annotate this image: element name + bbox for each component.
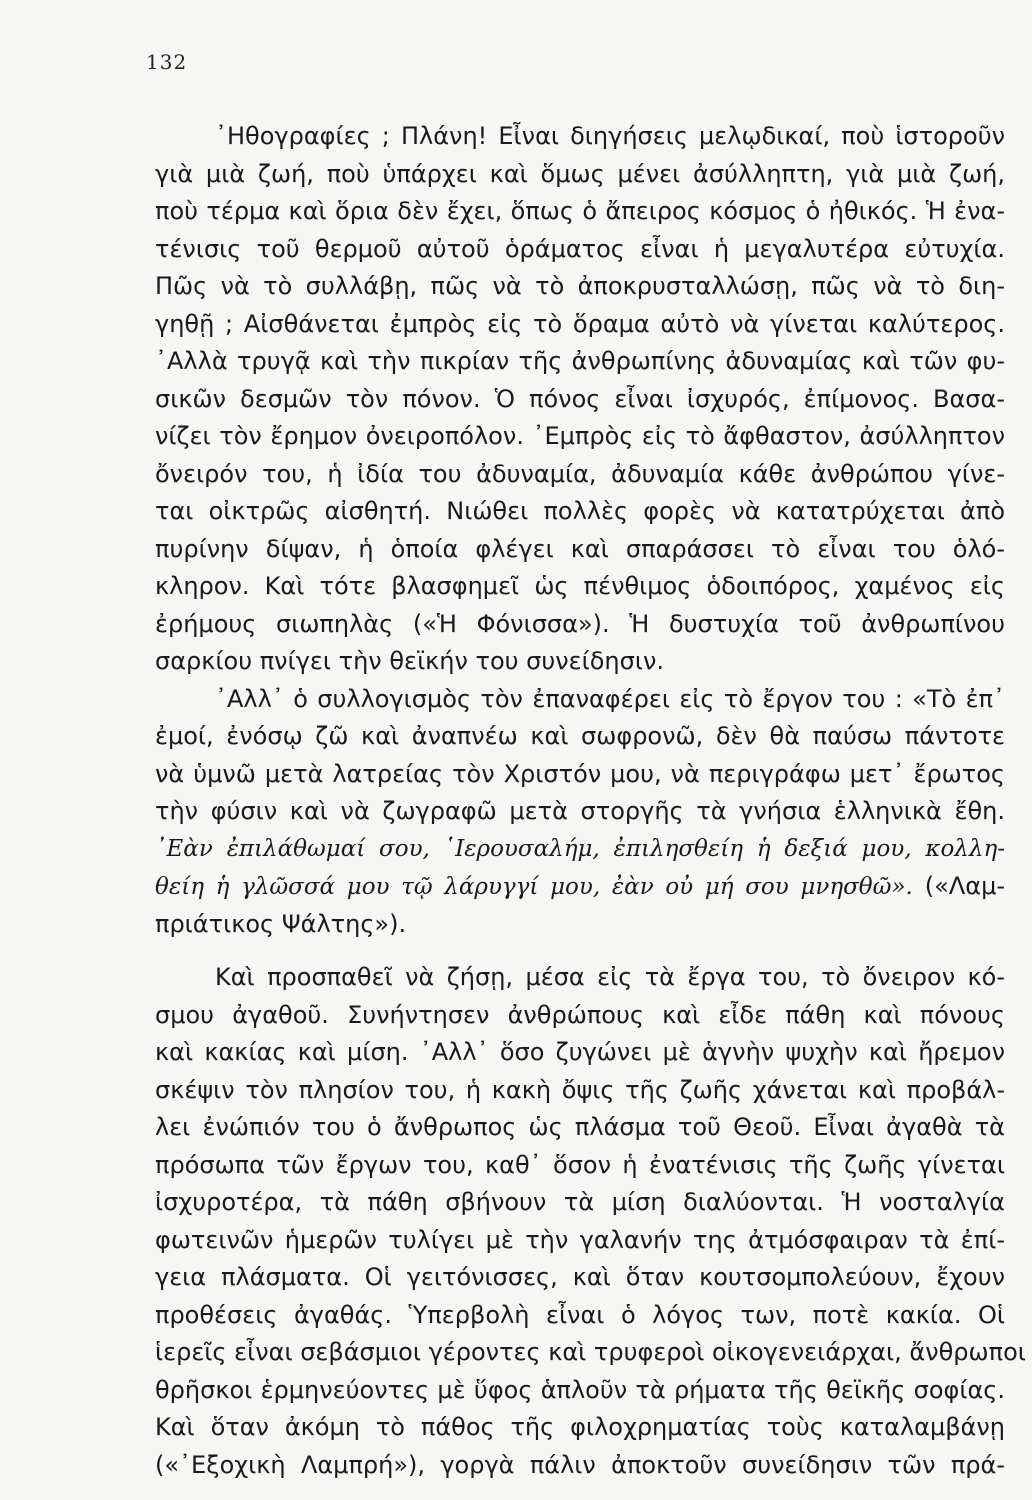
text-line: ᾿Ηθογραφίες ; Πλάνη! Εἶναι διηγήσεις μελῳδικαί, ποὺ ἱστοροῦν (215, 122, 1005, 150)
text-line: σκέψιν τὸν πλησίον του, ἡ κακὴ ὄψις τῆς ζωῆς χάνεται καὶ προβάλ- (155, 1075, 1005, 1104)
quote-text: θείη ἡ γλῶσσά μου τῷ λάρυγγί μου, ἐὰν οὐ μή σου μνησθῶ». (155, 874, 913, 900)
text-line: Καὶ ὅταν ἀκόμη τὸ πάθος τῆς φιλοχρηματίας τοὺς καταλαμβάνῃ (155, 1413, 1005, 1441)
text-line: Πῶς νὰ τὸ συλλάβῃ, πῶς νὰ τὸ ἀποκρυσταλλώσῃ, πῶς νὰ τὸ διη- (155, 272, 1005, 300)
text-line: σικῶν δεσμῶν τὸν πόνον. Ὁ πόνος εἶναι ἰσχυρός, ἐπίμονος. Βασα- (155, 384, 1005, 413)
text-line: ᾿Αλλ᾿ ὁ συλλογισμὸς τὸν ἐπαναφέρει εἰς τὸ ἔργον του : «Τὸ ἐπ᾿ (215, 684, 1005, 713)
text-line: πρόσωπα τῶν ἔργων του, καθ᾿ ὅσον ἡ ἐνατένισις τῆς ζωῆς γίνεται (155, 1150, 1005, 1179)
text-line: λει ἐνώπιόν του ὁ ἄνθρωπος ὡς πλάσμα τοῦ Θεοῦ. Εἶναι ἀγαθὰ τὰ (155, 1113, 1005, 1141)
text-line: γιὰ μιὰ ζωή, ποὺ ὑπάρχει καὶ ὅμως μένει ἀσύλληπτη, γιὰ μιὰ ζωή, (155, 159, 1005, 188)
text-line: γεια πλάσματα. Οἱ γειτόνισσες, καὶ ὅταν κουτσομπολεύουν, ἔχουν (155, 1263, 1005, 1291)
text-line: τὴν φύσιν καὶ νὰ ζωγραφῶ μετὰ στοργῆς τὰ γνήσια ἑλληνικὰ ἔθη. (155, 797, 1005, 825)
text-line: σμου ἀγαθοῦ. Συνήντησεν ἀνθρώπους καὶ εἶδε πάθη καὶ πόνους (155, 1000, 1005, 1029)
text-line: τένισις τοῦ θερμοῦ αὐτοῦ ὁράματος εἶναι ἡ μεγαλυτέρα εὐτυχία. (155, 234, 1005, 263)
text-line: προθέσεις ἀγαθάς. Ὑπερβολὴ εἶναι ὁ λόγος των, ποτὲ κακία. Οἱ (155, 1300, 1005, 1329)
text-line: κληρον. Καὶ τότε βλασφημεῖ ὡς πένθιμος ὁδοιπόρος, χαμένος εἰς (155, 572, 1005, 600)
text-line: καὶ κακίας καὶ μίση. ᾿Αλλ᾿ ὅσο ζυγώνει μὲ ἁγνὴν ψυχὴν καὶ ἤρεμον (155, 1038, 1005, 1066)
text-span: («Λαμ- (924, 872, 1005, 900)
text-line: νίζει τὸν ἔρημον ὀνειροπόλον. ᾿Εμπρὸς εἰς τὸ ἄφθαστον, ἀσύλληπτον (155, 422, 1005, 450)
text-line: πριάτικος Ψάλτης»). (155, 909, 407, 938)
text-line: ᾿Αλλὰ τρυγᾷ καὶ τὴν πικρίαν τῆς ἀνθρωπίνης ἀδυναμίας καὶ τῶν φυ- (155, 347, 1005, 375)
paragraph (155, 681, 1005, 944)
text-line: ἐρήμους σιωπηλὰς («Ἡ Φόνισσα»). Ἡ δυστυχία τοῦ ἀνθρωπίνου (155, 609, 1005, 638)
text-line: («᾿Εξοχικὴ Λαμπρή»), γοργὰ πάλιν ἀποκτοῦν συνείδησιν τῶν πρά- (155, 1450, 1005, 1479)
text-line: Καὶ προσπαθεῖ νὰ ζήσῃ, μέσα εἰς τὰ ἔργα του, τὸ ὄνειρον κό- (215, 963, 1005, 991)
page-number: 132 (146, 50, 188, 74)
text-line: φωτεινῶν ἡμερῶν τυλίγει μὲ τὴν γαλανήν της ἀτμόσφαιραν τὰ ἐπί- (155, 1225, 1005, 1254)
text-line: πυρίνην δίψαν, ἡ ὁποία φλέγει καὶ σπαράσσει τὸ εἶναι του ὁλό- (155, 534, 1005, 563)
text-line (155, 868, 1005, 906)
text-line: ᾿Εὰν ἐπιλάθωμαί σου, ῾Ιερουσαλήμ, ἐπιλησθείη ἡ δεξιά μου, κολλη- (155, 835, 1005, 862)
text-line: ται οἰκτρῶς αἰσθητή. Νιώθει πολλὲς φορὲς νὰ κατατρύχεται ἀπὸ (155, 497, 1005, 525)
text-line: ὄνειρόν του, ἡ ἰδία του ἀδυναμία, ἀδυναμία κάθε ἀνθρώπου γίνε- (155, 459, 1005, 488)
paragraph (155, 959, 1026, 1484)
paragraph (155, 118, 1005, 681)
text-line: ἰσχυροτέρα, τὰ πάθη σβήνουν τὰ μίση διαλύονται. Ἡ νοσταλγία (155, 1188, 1005, 1216)
text-line: γηθῇ ; Αἰσθάνεται ἐμπρὸς εἰς τὸ ὅραμα αὐτὸ νὰ γίνεται καλύτερος. (155, 309, 1005, 338)
text-line: ἱερεῖς εἶναι σεβάσμιοι γέροντες καὶ τρυφεροὶ οἰκογενειάρχαι, ἄνθρωποι (155, 1338, 1026, 1366)
text-line: νὰ ὑμνῶ μετὰ λατρείας τὸν Χριστόν μου, νὰ περιγράφω μετ᾿ ἔρωτος (155, 759, 1005, 788)
text-line: σαρκίου πνίγει τὴν θεϊκήν του συνείδησιν. (155, 647, 665, 675)
text-line: θρῆσκοι ἑρμηνεύοντες μὲ ὕφος ἁπλοῦν τὰ ρήματα τῆς θεϊκῆς σοφίας. (155, 1375, 1005, 1404)
text-line: ποὺ τέρμα καὶ ὅρια δὲν ἔχει, ὅπως ὁ ἄπειρος κόσμος ὁ ἠθικός. Ἡ ἐνα- (155, 197, 1005, 225)
text-body (155, 118, 1026, 1484)
text-line: ἐμοί, ἐνόσῳ ζῶ καὶ ἀναπνέω καὶ σωφρονῶ, δὲν θὰ παύσω πάντοτε (155, 722, 1005, 750)
